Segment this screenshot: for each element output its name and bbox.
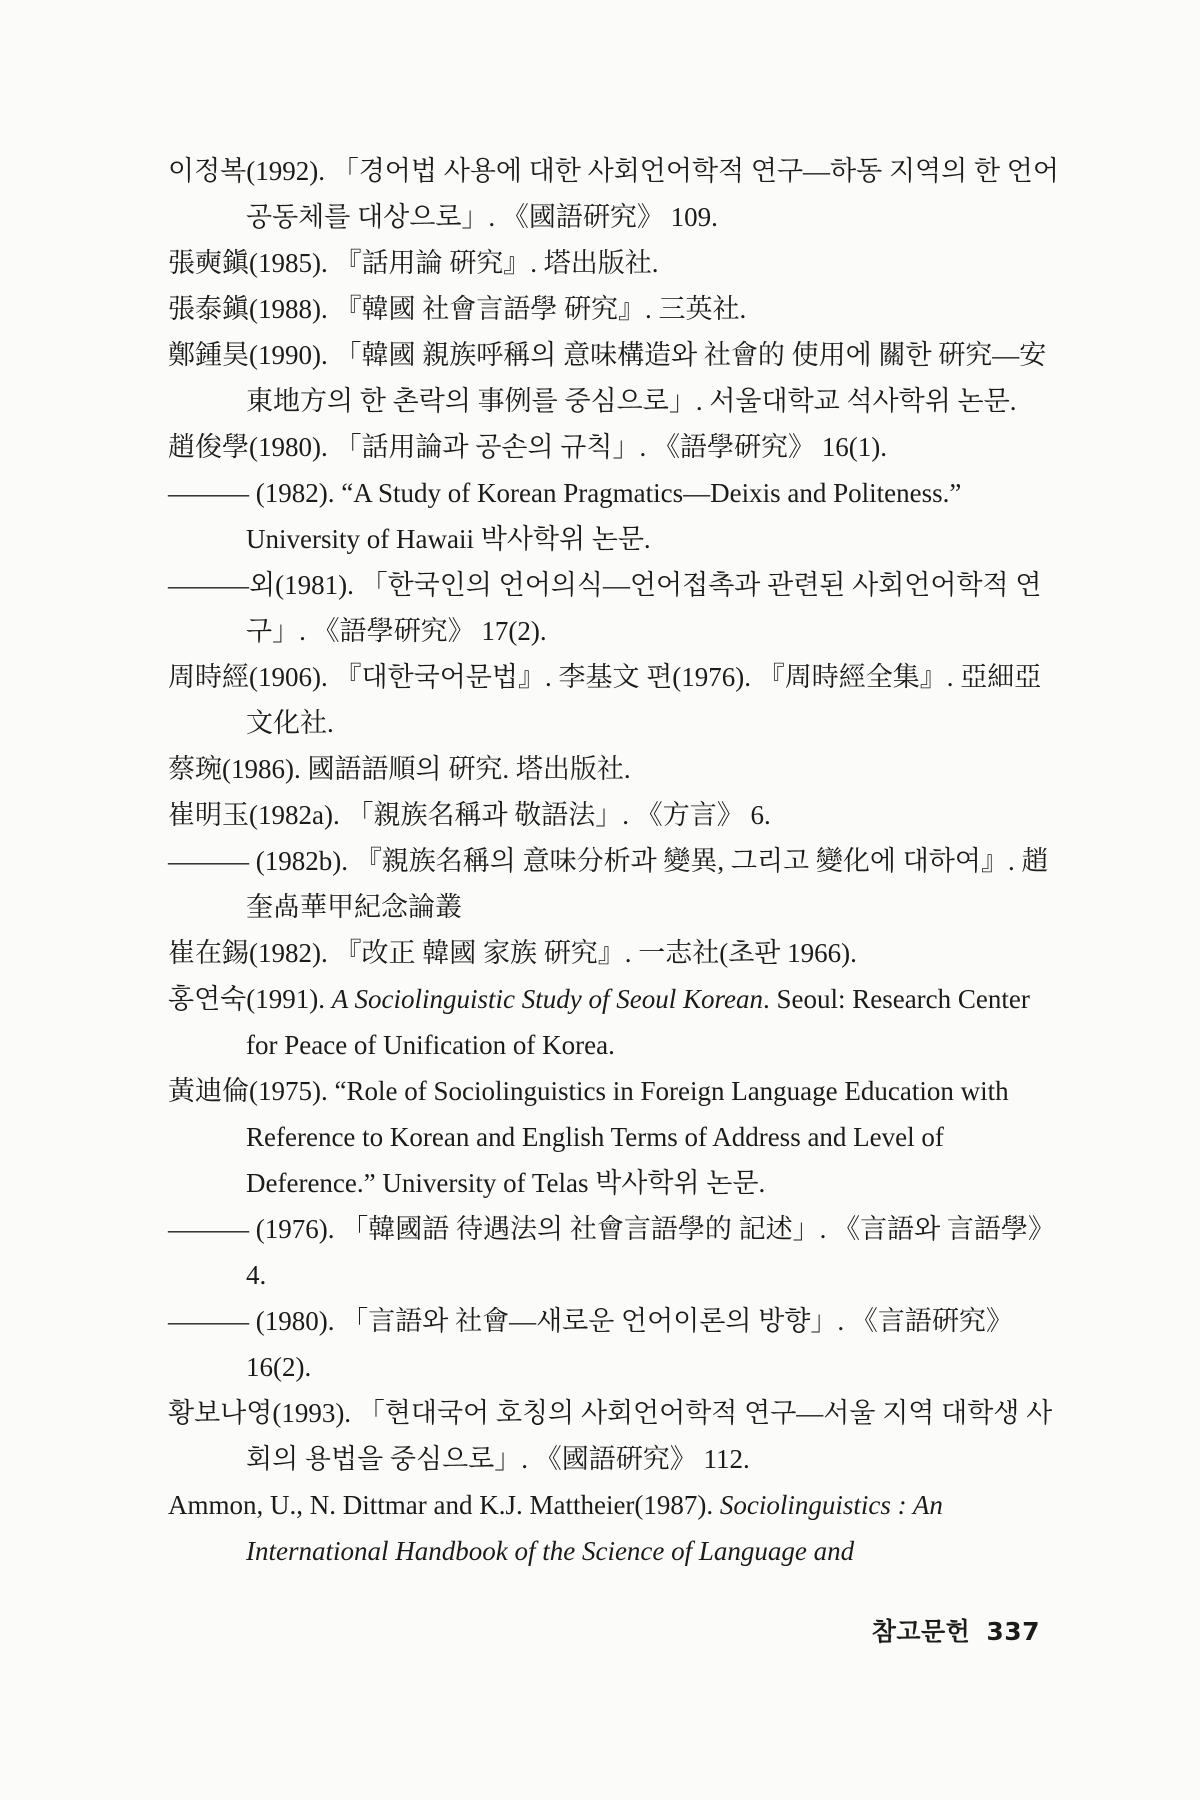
page-footer — [856, 1612, 1040, 1648]
reference-entry — [168, 424, 1063, 470]
reference-entry — [168, 746, 1063, 792]
reference-entry — [168, 1206, 1063, 1298]
reference-entry — [168, 1298, 1063, 1390]
reference-entry — [168, 838, 1063, 930]
reference-entry — [168, 930, 1063, 976]
reference-entry — [168, 976, 1063, 1068]
reference-text-tail: . Seoul: Research Center for Peace of Unification of Korea. — [246, 984, 1030, 1060]
reference-entry — [168, 654, 1063, 746]
reference-title-italic: Sociolinguistics : An International Handbook of the Science of Language and — [246, 1490, 943, 1566]
reference-text: 鄭鍾昊(1990). 「韓國 親族呼稱의 意味構造와 社會的 使用에 關한 硏究—安東地方의 한 촌락의 事例를 중심으로」. 서울대학교 석사학위 논문. — [168, 340, 1047, 416]
reference-entry — [168, 332, 1063, 424]
reference-text: ———외(1981). 「한국인의 언어의식—언어접촉과 관련된 사회언어학적 연구」. 《語學硏究》 17(2). — [168, 570, 1042, 646]
reference-entry — [168, 562, 1063, 654]
reference-text: 趙俊學(1980). 「話用論과 공손의 규칙」. 《語學硏究》 16(1). — [168, 432, 887, 462]
reference-entry — [168, 470, 1063, 562]
reference-text: 黃迪倫(1975). “Role of Sociolinguistics in Foreign Language Education with Reference to Korean and English Terms of Address and Level of Deference.” University of Telas 박사학위 논문. — [168, 1076, 1009, 1198]
reference-text: 張泰鎭(1988). 『韓國 社會言語學 硏究』. 三英社. — [168, 294, 747, 324]
reference-text: 황보나영(1993). 「현대국어 호칭의 사회언어학적 연구—서울 지역 대학생 사회의 용법을 중심으로」. 《國語硏究》 112. — [168, 1398, 1053, 1474]
reference-entry — [168, 240, 1063, 286]
reference-entry — [168, 148, 1063, 240]
bibliography-list — [168, 148, 1063, 1574]
reference-text: ——— (1982). “A Study of Korean Pragmatics—Deixis and Politeness.” University of Hawaii 박사학위 논문. — [168, 478, 962, 554]
reference-entry — [168, 1390, 1063, 1482]
reference-text: 崔明玉(1982a). 「親族名稱과 敬語法」. 《方言》 6. — [168, 800, 771, 830]
reference-text: 홍연숙(1991). — [168, 984, 332, 1014]
reference-text: 이정복(1992). 「경어법 사용에 대한 사회언어학적 연구—하동 지역의 한 언어공동체를 대상으로」. 《國語硏究》 109. — [168, 156, 1059, 232]
reference-text: Ammon, U., N. Dittmar and K.J. Mattheier(1987). — [168, 1490, 720, 1520]
footer-section-title: 참고문헌 — [871, 1617, 971, 1646]
reference-entry — [168, 286, 1063, 332]
reference-entry — [168, 1068, 1063, 1206]
reference-entry — [168, 792, 1063, 838]
page-number: 337 — [986, 1617, 1040, 1646]
reference-text: ——— (1976). 「韓國語 待遇法의 社會言語學的 記述」. 《言語와 言語學》 4. — [168, 1214, 1055, 1290]
reference-text: 張奭鎭(1985). 『話用論 硏究』. 塔出版社. — [168, 248, 659, 278]
reference-entry — [168, 1482, 1063, 1574]
reference-text: ——— (1982b). 『親族名稱의 意味分析과 變異, 그리고 變化에 대하여』. 趙奎卨華甲紀念論叢 — [168, 846, 1049, 922]
reference-text: ——— (1980). 「言語와 社會—새로운 언어이론의 방향」. 《言語硏究》 16(2). — [168, 1306, 1013, 1382]
reference-title-italic: A Sociolinguistic Study of Seoul Korean — [331, 984, 763, 1014]
reference-text: 蔡琬(1986). 國語語順의 硏究. 塔出版社. — [168, 754, 631, 784]
reference-text: 崔在錫(1982). 『改正 韓國 家族 硏究』. 一志社(초판 1966). — [168, 938, 857, 968]
reference-text: 周時經(1906). 『대한국어문법』. 李基文 편(1976). 『周時經全集』. 亞細亞文化社. — [168, 662, 1042, 738]
